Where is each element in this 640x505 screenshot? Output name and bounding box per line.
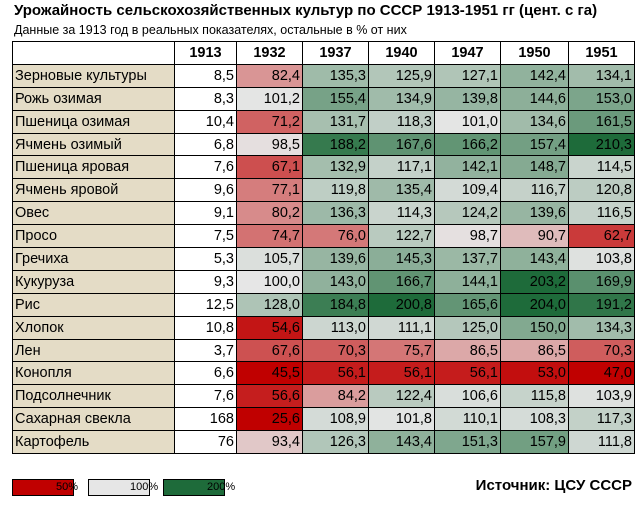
crop-name: Зерновые культуры bbox=[13, 64, 175, 87]
percent-cell: 143,4 bbox=[369, 431, 435, 454]
percent-cell: 108,3 bbox=[501, 408, 569, 431]
percent-cell: 56,6 bbox=[237, 385, 303, 408]
percent-cell: 117,1 bbox=[369, 156, 435, 179]
percent-cell: 135,3 bbox=[303, 64, 369, 87]
column-header: 1950 bbox=[501, 42, 569, 65]
percent-cell: 116,5 bbox=[569, 202, 635, 225]
percent-cell: 135,4 bbox=[369, 179, 435, 202]
percent-cell: 100,0 bbox=[237, 270, 303, 293]
percent-cell: 86,5 bbox=[501, 339, 569, 362]
percent-cell: 132,9 bbox=[303, 156, 369, 179]
crop-name: Картофель bbox=[13, 431, 175, 454]
crop-name: Подсолнечник bbox=[13, 385, 175, 408]
percent-cell: 127,1 bbox=[435, 64, 501, 87]
crop-name: Кукуруза bbox=[13, 270, 175, 293]
percent-cell: 76,0 bbox=[303, 225, 369, 248]
percent-cell: 115,8 bbox=[501, 385, 569, 408]
column-header: 1932 bbox=[237, 42, 303, 65]
percent-cell: 157,4 bbox=[501, 133, 569, 156]
crop-name: Ячмень озимый bbox=[13, 133, 175, 156]
percent-cell: 203,2 bbox=[501, 270, 569, 293]
percent-cell: 204,0 bbox=[501, 293, 569, 316]
crop-name: Гречиха bbox=[13, 248, 175, 271]
column-header: 1940 bbox=[369, 42, 435, 65]
percent-cell: 47,0 bbox=[569, 362, 635, 385]
percent-cell: 62,7 bbox=[569, 225, 635, 248]
percent-cell: 54,6 bbox=[237, 316, 303, 339]
crop-name: Сахарная свекла bbox=[13, 408, 175, 431]
percent-cell: 67,1 bbox=[237, 156, 303, 179]
percent-cell: 71,2 bbox=[237, 110, 303, 133]
percent-cell: 143,0 bbox=[303, 270, 369, 293]
crop-name: Конопля bbox=[13, 362, 175, 385]
base-yield-1913: 8,5 bbox=[175, 64, 237, 87]
percent-cell: 70,3 bbox=[303, 339, 369, 362]
percent-cell: 126,3 bbox=[303, 431, 369, 454]
base-yield-1913: 9,6 bbox=[175, 179, 237, 202]
base-yield-1913: 168 bbox=[175, 408, 237, 431]
percent-cell: 122,7 bbox=[369, 225, 435, 248]
table-row bbox=[13, 270, 635, 293]
percent-cell: 113,0 bbox=[303, 316, 369, 339]
percent-cell: 166,7 bbox=[369, 270, 435, 293]
percent-cell: 155,4 bbox=[303, 87, 369, 110]
base-yield-1913: 10,8 bbox=[175, 316, 237, 339]
percent-cell: 153,0 bbox=[569, 87, 635, 110]
percent-cell: 167,6 bbox=[369, 133, 435, 156]
percent-cell: 106,6 bbox=[435, 385, 501, 408]
crop-name: Просо bbox=[13, 225, 175, 248]
percent-cell: 188,2 bbox=[303, 133, 369, 156]
percent-cell: 116,7 bbox=[501, 179, 569, 202]
table-row bbox=[13, 225, 635, 248]
percent-cell: 103,9 bbox=[569, 385, 635, 408]
base-yield-1913: 9,1 bbox=[175, 202, 237, 225]
column-header: 1913 bbox=[175, 42, 237, 65]
percent-cell: 108,9 bbox=[303, 408, 369, 431]
percent-cell: 200,8 bbox=[369, 293, 435, 316]
base-yield-1913: 7,6 bbox=[175, 156, 237, 179]
table-row bbox=[13, 431, 635, 454]
table-body bbox=[13, 64, 635, 453]
percent-cell: 143,4 bbox=[501, 248, 569, 271]
table-row bbox=[13, 110, 635, 133]
base-yield-1913: 3,7 bbox=[175, 339, 237, 362]
percent-cell: 111,1 bbox=[369, 316, 435, 339]
table-row bbox=[13, 202, 635, 225]
percent-cell: 80,2 bbox=[237, 202, 303, 225]
percent-cell: 134,3 bbox=[569, 316, 635, 339]
percent-cell: 125,9 bbox=[369, 64, 435, 87]
percent-cell: 139,8 bbox=[435, 87, 501, 110]
percent-cell: 56,1 bbox=[435, 362, 501, 385]
percent-cell: 134,9 bbox=[369, 87, 435, 110]
percent-cell: 84,2 bbox=[303, 385, 369, 408]
base-yield-1913: 8,3 bbox=[175, 87, 237, 110]
legend-label-50: 50% bbox=[56, 481, 79, 493]
percent-cell: 98,7 bbox=[435, 225, 501, 248]
crop-name: Лен bbox=[13, 339, 175, 362]
percent-cell: 157,9 bbox=[501, 431, 569, 454]
percent-cell: 109,4 bbox=[435, 179, 501, 202]
percent-cell: 101,0 bbox=[435, 110, 501, 133]
percent-cell: 136,3 bbox=[303, 202, 369, 225]
table-row bbox=[13, 316, 635, 339]
crop-name: Пшеница озимая bbox=[13, 110, 175, 133]
table-row bbox=[13, 362, 635, 385]
percent-cell: 148,7 bbox=[501, 156, 569, 179]
percent-cell: 184,8 bbox=[303, 293, 369, 316]
percent-cell: 122,4 bbox=[369, 385, 435, 408]
percent-cell: 166,2 bbox=[435, 133, 501, 156]
table-row bbox=[13, 156, 635, 179]
base-yield-1913: 5,3 bbox=[175, 248, 237, 271]
base-yield-1913: 10,4 bbox=[175, 110, 237, 133]
table-row bbox=[13, 248, 635, 271]
yield-table bbox=[12, 41, 635, 454]
percent-cell: 137,7 bbox=[435, 248, 501, 271]
percent-cell: 56,1 bbox=[369, 362, 435, 385]
percent-cell: 151,3 bbox=[435, 431, 501, 454]
crop-name: Рис bbox=[13, 293, 175, 316]
percent-cell: 82,4 bbox=[237, 64, 303, 87]
base-yield-1913: 7,5 bbox=[175, 225, 237, 248]
crop-name: Рожь озимая bbox=[13, 87, 175, 110]
base-yield-1913: 9,3 bbox=[175, 270, 237, 293]
table-row bbox=[13, 293, 635, 316]
table-row bbox=[13, 133, 635, 156]
percent-cell: 101,8 bbox=[369, 408, 435, 431]
crop-name: Овес bbox=[13, 202, 175, 225]
base-yield-1913: 12,5 bbox=[175, 293, 237, 316]
percent-cell: 110,1 bbox=[435, 408, 501, 431]
percent-cell: 144,6 bbox=[501, 87, 569, 110]
percent-cell: 114,5 bbox=[569, 156, 635, 179]
percent-cell: 67,6 bbox=[237, 339, 303, 362]
percent-cell: 105,7 bbox=[237, 248, 303, 271]
percent-cell: 191,2 bbox=[569, 293, 635, 316]
percent-cell: 125,0 bbox=[435, 316, 501, 339]
percent-cell: 90,7 bbox=[501, 225, 569, 248]
chart-title: Урожайность сельскохозяйственных культур по СССР 1913-1951 гг (цент. с га) bbox=[14, 2, 598, 19]
percent-cell: 86,5 bbox=[435, 339, 501, 362]
percent-cell: 134,1 bbox=[569, 64, 635, 87]
percent-cell: 128,0 bbox=[237, 293, 303, 316]
percent-cell: 114,3 bbox=[369, 202, 435, 225]
percent-cell: 74,7 bbox=[237, 225, 303, 248]
percent-cell: 75,7 bbox=[369, 339, 435, 362]
table-row bbox=[13, 339, 635, 362]
percent-cell: 169,9 bbox=[569, 270, 635, 293]
percent-cell: 142,1 bbox=[435, 156, 501, 179]
percent-cell: 103,8 bbox=[569, 248, 635, 271]
base-yield-1913: 76 bbox=[175, 431, 237, 454]
percent-cell: 161,5 bbox=[569, 110, 635, 133]
base-yield-1913: 6,6 bbox=[175, 362, 237, 385]
legend-label-200: 200% bbox=[207, 481, 236, 493]
percent-cell: 101,2 bbox=[237, 87, 303, 110]
base-yield-1913: 7,6 bbox=[175, 385, 237, 408]
column-header: 1947 bbox=[435, 42, 501, 65]
legend-label-100: 100% bbox=[130, 481, 159, 493]
percent-cell: 120,8 bbox=[569, 179, 635, 202]
percent-cell: 134,6 bbox=[501, 110, 569, 133]
table-row bbox=[13, 385, 635, 408]
percent-cell: 70,3 bbox=[569, 339, 635, 362]
source-note: Источник: ЦСУ СССР bbox=[475, 477, 632, 494]
percent-cell: 142,4 bbox=[501, 64, 569, 87]
header-corner bbox=[13, 42, 175, 65]
column-header: 1937 bbox=[303, 42, 369, 65]
percent-cell: 56,1 bbox=[303, 362, 369, 385]
chart-subtitle: Данные за 1913 год в реальных показателях, остальные в % от них bbox=[14, 23, 407, 37]
percent-cell: 45,5 bbox=[237, 362, 303, 385]
percent-cell: 98,5 bbox=[237, 133, 303, 156]
percent-cell: 77,1 bbox=[237, 179, 303, 202]
table-row bbox=[13, 179, 635, 202]
percent-cell: 117,3 bbox=[569, 408, 635, 431]
table-row bbox=[13, 64, 635, 87]
percent-cell: 165,6 bbox=[435, 293, 501, 316]
percent-cell: 131,7 bbox=[303, 110, 369, 133]
percent-cell: 145,3 bbox=[369, 248, 435, 271]
percent-cell: 25,6 bbox=[237, 408, 303, 431]
percent-cell: 150,0 bbox=[501, 316, 569, 339]
percent-cell: 53,0 bbox=[501, 362, 569, 385]
crop-name: Хлопок bbox=[13, 316, 175, 339]
percent-cell: 124,2 bbox=[435, 202, 501, 225]
column-header: 1951 bbox=[569, 42, 635, 65]
percent-cell: 139,6 bbox=[501, 202, 569, 225]
header-row bbox=[13, 42, 635, 65]
crop-name: Ячмень яровой bbox=[13, 179, 175, 202]
percent-cell: 111,8 bbox=[569, 431, 635, 454]
percent-cell: 119,8 bbox=[303, 179, 369, 202]
percent-cell: 144,1 bbox=[435, 270, 501, 293]
table-row bbox=[13, 408, 635, 431]
base-yield-1913: 6,8 bbox=[175, 133, 237, 156]
crop-name: Пшеница яровая bbox=[13, 156, 175, 179]
percent-cell: 93,4 bbox=[237, 431, 303, 454]
percent-cell: 210,3 bbox=[569, 133, 635, 156]
percent-cell: 139,6 bbox=[303, 248, 369, 271]
table-row bbox=[13, 87, 635, 110]
percent-cell: 118,3 bbox=[369, 110, 435, 133]
